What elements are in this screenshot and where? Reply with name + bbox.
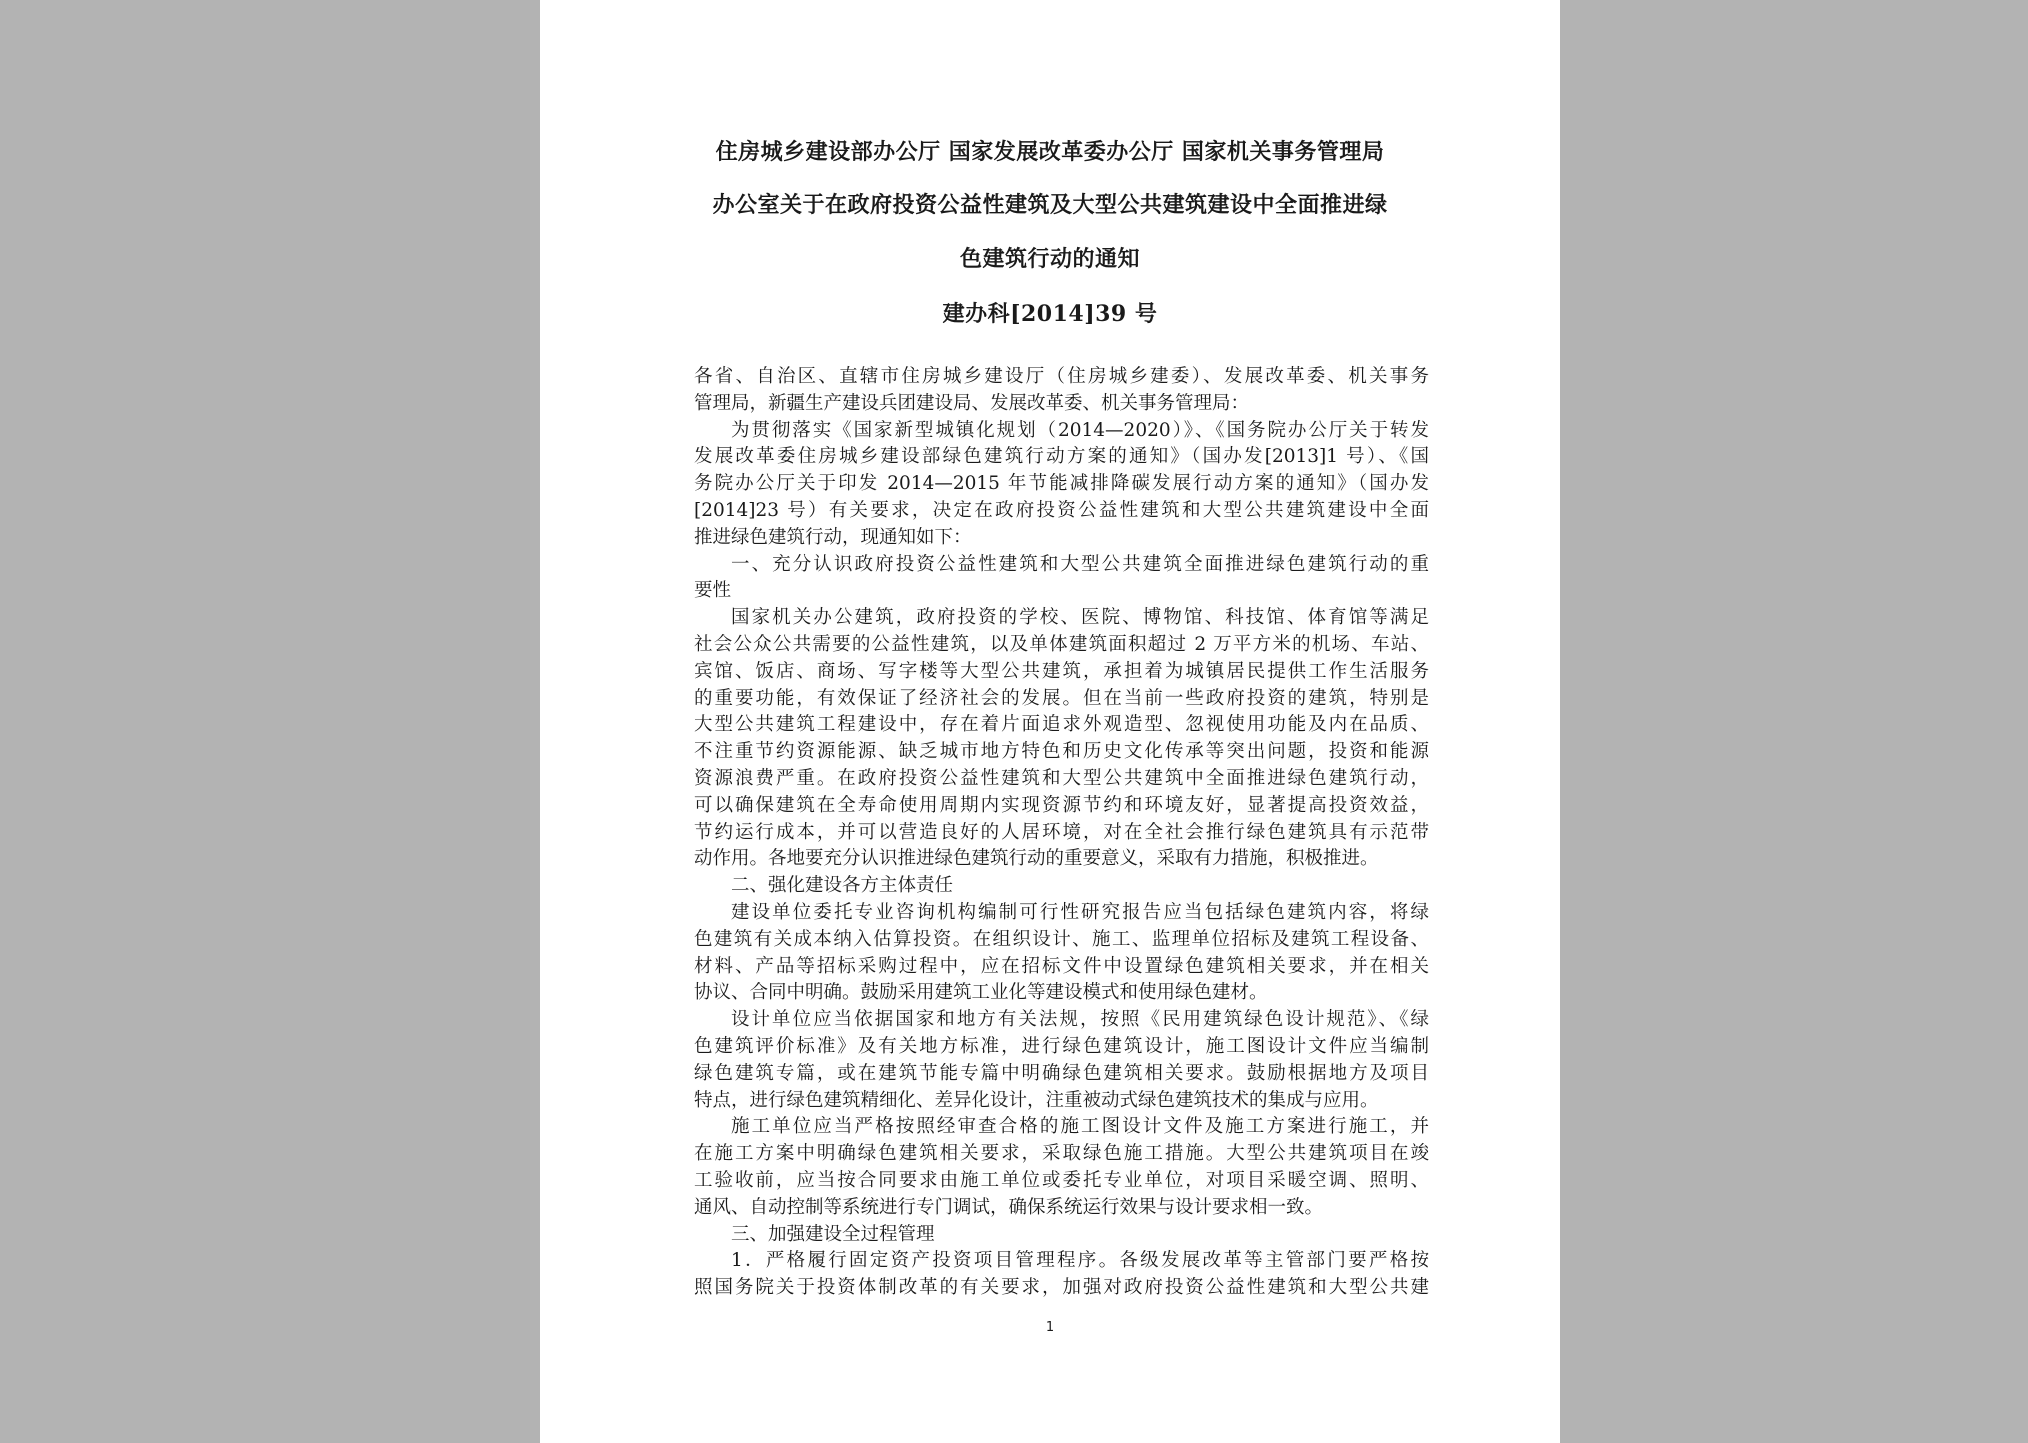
body-line: 建设单位委托专业咨询机构编制可行性研究报告应当包括绿色建筑内容，将绿: [731, 901, 1429, 923]
body-line: 推进绿色建筑行动，现通知如下：: [694, 526, 972, 548]
body-line: 宾馆、饭店、商场、写字楼等大型公共建筑，承担着为城镇居民提供工作生活服务: [694, 660, 1429, 682]
document-body: [694, 364, 1429, 1302]
document-title-line-1: 住房城乡建设部办公厅 国家发展改革委办公厅 国家机关事务管理局: [715, 139, 1385, 165]
section-heading-line: 二、强化建设各方主体责任: [731, 875, 954, 897]
body-line: 不注重节约资源能源、缺乏城市地方特色和历史文化传承等突出问题，投资和能源: [694, 741, 1429, 763]
body-line: [2014]23 号）有关要求，决定在政府投资公益性建筑和大型公共建筑建设中全面: [694, 499, 1429, 521]
body-line: 管理局，新疆生产建设兵团建设局、发展改革委、机关事务管理局：: [694, 392, 1250, 414]
body-line: 的重要功能，有效保证了经济社会的发展。但在当前一些政府投资的建筑，特别是: [694, 687, 1429, 709]
body-line: 在施工方案中明确绿色建筑相关要求，采取绿色施工措施。大型公共建筑项目在竣: [694, 1143, 1429, 1165]
body-line: 资源浪费严重。在政府投资公益性建筑和大型公共建筑中全面推进绿色建筑行动，: [694, 767, 1429, 789]
document-page: [540, 0, 1560, 1443]
body-line: 各省、自治区、直辖市住房城乡建设厅（住房城乡建委）、发展改革委、机关事务: [694, 366, 1429, 387]
body-line: 设计单位应当依据国家和地方有关法规，按照《民用建筑绿色设计规范》、《绿: [731, 1009, 1429, 1031]
section-heading-line: 要性: [694, 580, 732, 602]
body-line: 材料、产品等招标采购过程中，应在招标文件中设置绿色建筑相关要求，并在相关: [694, 955, 1429, 977]
section-heading-line: 三、加强建设全过程管理: [731, 1223, 935, 1245]
document-title-line-2: 办公室关于在政府投资公益性建筑及大型公共建筑建设中全面推进绿: [712, 192, 1388, 218]
body-line: 社会公众公共需要的公益性建筑，以及单体建筑面积超过 2 万平方米的机场、车站、: [694, 633, 1429, 655]
body-line: 通风、自动控制等系统进行专门调试，确保系统运行效果与设计要求相一致。: [694, 1196, 1324, 1218]
body-line: 大型公共建筑工程建设中，存在着片面追求外观造型、忽视使用功能及内在品质、: [694, 714, 1429, 736]
body-line: 色建筑评价标准》及有关地方标准，进行绿色建筑设计，施工图设计文件应当编制: [694, 1035, 1429, 1057]
body-line: 1．严格履行固定资产投资项目管理程序。各级发展改革等主管部门要严格按: [731, 1250, 1429, 1272]
body-line: 工验收前，应当按合同要求由施工单位或委托专业单位，对项目采暖空调、照明、: [694, 1169, 1429, 1191]
body-line: 动作用。各地要充分认识推进绿色建筑行动的重要意义，采取有力措施，积极推进。: [694, 848, 1379, 870]
body-line: 照国务院关于投资体制改革的有关要求，加强对政府投资公益性建筑和大型公共建: [694, 1277, 1429, 1299]
document-number: 建办科[2014]39 号: [942, 301, 1158, 327]
body-line: 协议、合同中明确。鼓励采用建筑工业化等建设模式和使用绿色建材。: [694, 982, 1268, 1004]
document-title-line-3: 色建筑行动的通知: [959, 246, 1140, 272]
body-line: 节约运行成本，并可以营造良好的人居环境，对在全社会推行绿色建筑具有示范带: [694, 821, 1429, 843]
body-line: 色建筑有关成本纳入估算投资。在组织设计、施工、监理单位招标及建筑工程设备、: [694, 928, 1429, 950]
body-line: 施工单位应当严格按照经审查合格的施工图设计文件及施工方案进行施工，并: [731, 1116, 1429, 1138]
page-number: 1: [1045, 1320, 1055, 1335]
body-line: 绿色建筑专篇，或在建筑节能专篇中明确绿色建筑相关要求。鼓励根据地方及项目: [694, 1062, 1429, 1084]
body-line: 务院办公厅关于印发 2014—2015 年节能减排降碳发展行动方案的通知》（国办发: [694, 473, 1429, 495]
body-line: 特点，进行绿色建筑精细化、差异化设计，注重被动式绿色建筑技术的集成与应用。: [694, 1089, 1379, 1111]
section-heading-line: 一、充分认识政府投资公益性建筑和大型公共建筑全面推进绿色建筑行动的重: [731, 553, 1429, 575]
body-line: 为贯彻落实《国家新型城镇化规划（2014—2020）》、《国务院办公厅关于转发: [731, 419, 1429, 441]
body-line: 国家机关办公建筑，政府投资的学校、医院、博物馆、科技馆、体育馆等满足: [731, 607, 1429, 629]
body-line: 可以确保建筑在全寿命使用周期内实现资源节约和环境友好，显著提高投资效益，: [694, 794, 1429, 816]
body-line: 发展改革委住房城乡建设部绿色建筑行动方案的通知》（国办发[2013]1 号）、《国: [694, 446, 1429, 468]
